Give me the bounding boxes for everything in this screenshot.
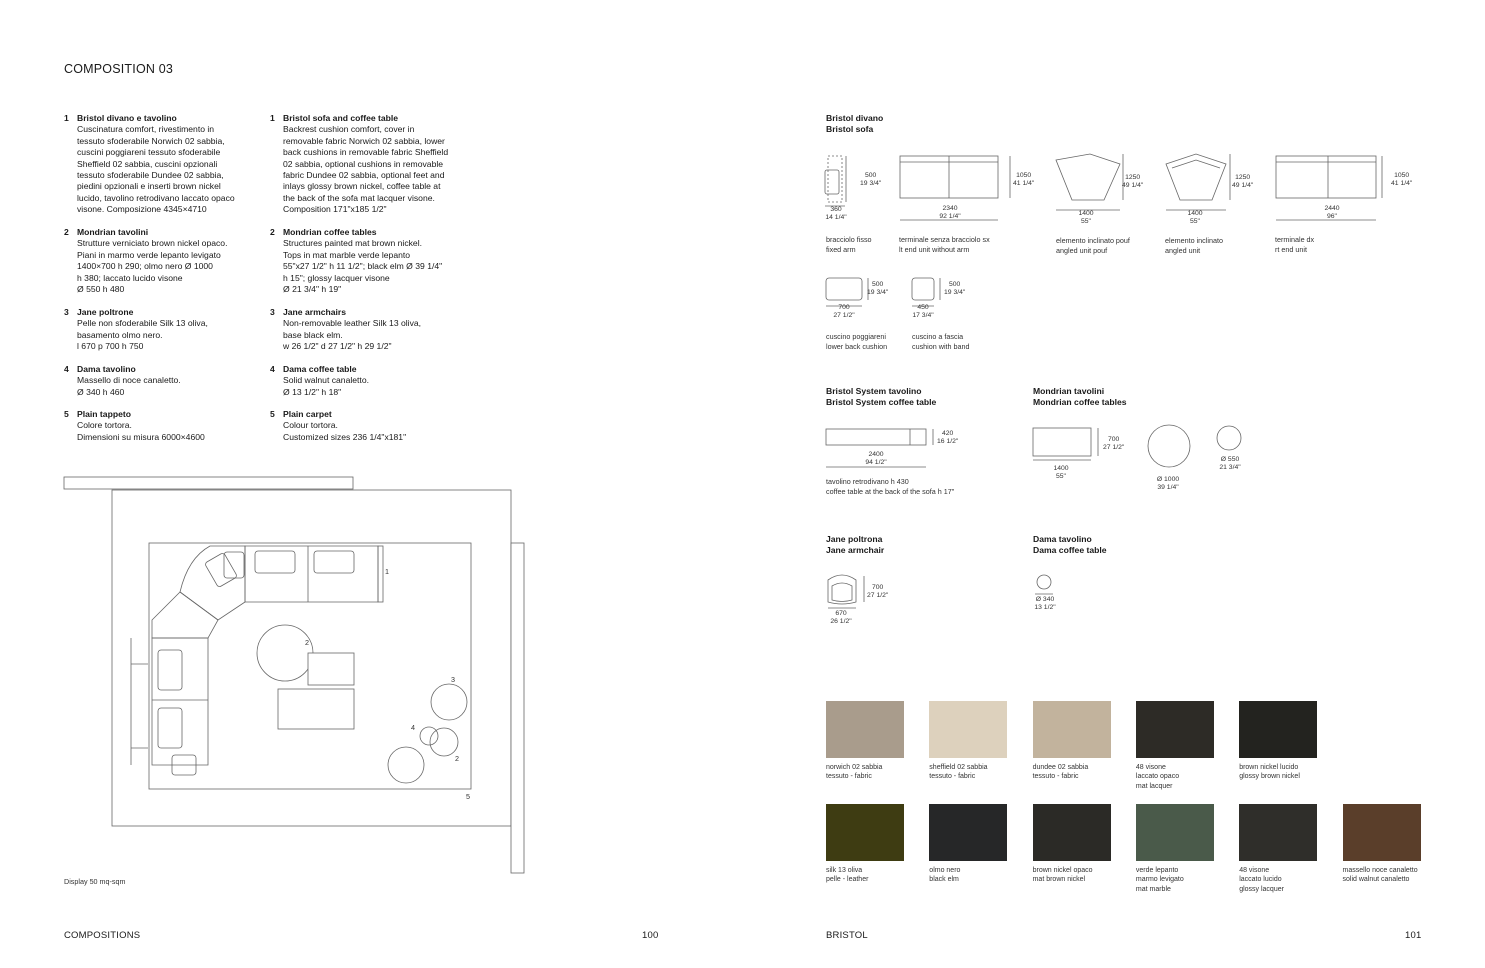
item-heading: Plain tappeto (77, 409, 131, 419)
dim-mondrian-rect-w: 1400 55" (1053, 465, 1069, 480)
item-description: Backrest cushion comfort, cover in removable fabric Norwich 02 sabbia, lower back cushions in removable fabric Sheffield 02 sabbia, optional cushions in removable fabric Dundee 02 sabbia, optional feet and inlays glossy brown nickel, coffee table at the back of the sofa mat lacquer visone. Composition 171"x185 1/2" (283, 124, 449, 215)
item-description: Solid walnut canaletto. Ø 13 1/2" h 18" (283, 375, 369, 397)
item-number: 2 (270, 227, 275, 237)
dim-dama: Ø 340 13 1/2" (1034, 596, 1056, 611)
dim-rtend-h: 1050 41 1/4" (1391, 172, 1413, 187)
item-number: 3 (64, 307, 69, 317)
round-table-large (257, 625, 313, 681)
plan-label-4: 4 (411, 723, 415, 732)
item-heading: Mondrian coffee tables (283, 227, 377, 237)
finish-label: dundee 02 sabbia tessuto - fabric (1032, 764, 1089, 781)
rect-table-top (308, 653, 354, 685)
item-description: Colore tortora. Dimensioni su misura 6000×4600 (77, 420, 205, 442)
sofa-title-en: Bristol sofa (826, 124, 874, 135)
caption-rt-end: terminale dx rt end unit (1275, 235, 1315, 254)
item-number: 5 (64, 409, 69, 419)
dim-mondrian-rect-h: 700 27 1/2" (1103, 436, 1125, 451)
finish-swatch (1136, 804, 1214, 861)
rect-table-bottom (278, 689, 354, 729)
finish-label: olmo nero black elm (929, 867, 961, 884)
dim-ltend-h: 1050 41 1/4" (1013, 172, 1035, 187)
footer-section-right: BRISTOL (826, 930, 868, 941)
caption-fixed-arm: bracciolo fisso fixed arm (826, 235, 872, 254)
dim-cushion1-w: 700 27 1/2" (833, 304, 855, 319)
caption-system-table: tavolino retrodivano h 430 coffee table at the back of the sofa h 17" (826, 477, 955, 496)
item-number: 2 (64, 227, 69, 237)
item-description: Cuscinatura comfort, rivestimento in tessuto sfoderabile Norwich 02 sabbia, cuscini poggiareni tessuto sfoderabile Sheffield 02 sabbia, cuscini opzionali tessuto sfoderabile Dundee 02 sabbia, piedini opzionali e inserti brown nickel lucido, tavolino retrodivano laccato opaco visone. Composizione 4345×4710 (77, 124, 235, 215)
finish-swatch (1343, 804, 1421, 861)
jane-title: Jane poltrona Jane armchair (826, 534, 885, 556)
dim-cushion2-h: 500 19 3/4" (944, 281, 966, 296)
dim-mondrian-small: Ø 550 21 3/4" (1219, 456, 1241, 471)
finish-swatch (1239, 701, 1317, 758)
armchair-top (431, 684, 467, 720)
dim-jane-h: 700 27 1/2" (867, 584, 889, 599)
page-number-right: 101 (1405, 930, 1422, 941)
dim-jane-w: 670 26 1/2" (830, 610, 852, 625)
system-table-title: Bristol System tavolino Bristol System coffee table (826, 386, 937, 408)
item-description: Colour tortora. Customized sizes 236 1/4"x181" (283, 420, 407, 442)
dim-ltend-w: 2340 92 1/4" (939, 205, 961, 220)
item-description: Strutture verniciato brown nickel opaco. Piani in marmo verde lepanto levigato 1400×700 h 290; olmo nero Ø 1000 h 380; laccato lucido visone Ø 550 h 480 (77, 238, 228, 295)
item-heading: Dama tavolino (77, 364, 136, 374)
finish-swatch (929, 701, 1007, 758)
mondrian-title: Mondrian tavolini Mondrian coffee tables (1033, 386, 1127, 408)
floor-plan (60, 470, 530, 880)
finish-swatch (1239, 804, 1317, 861)
display-note: Display 50 mq-sqm (64, 877, 126, 886)
finish-swatch (826, 804, 904, 861)
sofa-straight-left (245, 546, 378, 602)
item-heading: Bristol divano e tavolino (77, 113, 177, 123)
finish-label: brown nickel opaco mat brown nickel (1032, 867, 1093, 884)
plan-label-2: 2 (305, 638, 309, 647)
dim-system-h: 420 16 1/2" (937, 430, 959, 445)
plan-label-2b: 2 (455, 754, 459, 763)
caption-lt-end: terminale senza bracciolo sx lt end unit without arm (899, 235, 990, 254)
back-wall-strip (64, 477, 353, 489)
item-heading: Mondrian tavolini (77, 227, 149, 237)
armchair-bottom (388, 747, 424, 783)
list-item (64, 227, 249, 295)
item-number: 1 (64, 113, 69, 123)
caption-cushion1: cuscino poggiareni lower back cushion (826, 332, 888, 351)
list-item (64, 307, 249, 353)
item-number: 4 (270, 364, 275, 374)
footer-section-left: COMPOSITIONS (64, 930, 141, 941)
item-heading: Plain carpet (283, 409, 332, 419)
item-description: Structures painted mat brown nickel. Tops in mat marble verde lepanto 55"x27 1/2" h 11 1/2"; black elm Ø 39 1/4" h 15"; glossy lacquer visone Ø 21 3/4" h 19" (283, 238, 443, 295)
finish-label: 48 visone laccato lucido glossy lacquer (1239, 867, 1284, 893)
page-number-left: 100 (642, 930, 659, 941)
item-number: 3 (270, 307, 275, 317)
caption-angled-unit: elemento inclinato angled unit (1165, 236, 1223, 255)
dim-angled-h: 1250 49 1/4" (1232, 174, 1254, 189)
finish-label: silk 13 oliva pelle - leather (826, 867, 869, 884)
dim-cushion2-w: 450 17 3/4" (912, 304, 934, 319)
list-item (270, 409, 455, 443)
finish-label: 48 visone laccato opaco mat lacquer (1135, 764, 1180, 790)
finish-label: brown nickel lucido glossy brown nickel (1239, 764, 1300, 781)
dim-arm-h: 500 19 3/4" (860, 172, 882, 187)
dim-arm-w: 360 14 1/4" (825, 206, 847, 221)
list-item (64, 113, 249, 216)
finish-label: norwich 02 sabbia tessuto - fabric (826, 764, 883, 781)
sofa-left (152, 638, 208, 765)
dim-mondrian-big: Ø 1000 39 1/4" (1156, 476, 1180, 491)
item-number: 1 (270, 113, 275, 123)
dim-angled-w: 1400 55" (1187, 210, 1203, 225)
jane-drawing (822, 572, 872, 612)
plan-label-3: 3 (451, 675, 455, 684)
item-heading: Jane poltrone (77, 307, 134, 317)
dim-pouf-w: 1400 55" (1078, 210, 1094, 225)
list-item (270, 227, 455, 295)
item-description: Non-removable leather Silk 13 oliva, base black elm. w 26 1/2" d 27 1/2" h 29 1/2" (283, 318, 422, 352)
dim-cushion1-h: 500 19 3/4" (867, 281, 889, 296)
caption-angled-pouf: elemento inclinato pouf angled unit pouf (1056, 236, 1130, 255)
finish-swatch (1033, 701, 1111, 758)
dama-title: Dama tavolino Dama coffee table (1033, 534, 1107, 556)
list-item (270, 113, 455, 216)
item-number: 5 (270, 409, 275, 419)
dama-table (430, 728, 458, 756)
item-description: Pelle non sfoderabile Silk 13 oliva, basamento olmo nero. l 670 p 700 h 750 (77, 318, 208, 352)
side-wall-strip (511, 543, 524, 873)
finish-swatch (1033, 804, 1111, 861)
dim-rtend-w: 2440 96" (1324, 205, 1340, 220)
sofa-title-it: Bristol divano (826, 113, 884, 123)
finish-swatch (1136, 701, 1214, 758)
plan-label-5: 5 (466, 792, 470, 801)
item-number: 4 (64, 364, 69, 374)
finish-label: sheffield 02 sabbia tessuto - fabric (929, 764, 988, 781)
item-description: Massello di noce canaletto. Ø 340 h 460 (77, 375, 181, 397)
item-heading: Bristol sofa and coffee table (283, 113, 399, 123)
sofa-corner (180, 546, 245, 620)
caption-cushion2: cuscino a fascia cushion with band (912, 332, 970, 351)
list-item (270, 364, 455, 398)
sofa-title (826, 113, 883, 136)
dim-pouf-h: 1250 49 1/4" (1122, 174, 1144, 189)
item-heading: Jane armchairs (283, 307, 347, 317)
list-item (64, 409, 249, 443)
list-item (270, 307, 455, 353)
finish-label: massello noce canaletto solid walnut canaletto (1342, 867, 1418, 884)
finish-swatch (826, 701, 904, 758)
finish-swatch (929, 804, 1007, 861)
item-heading: Dama coffee table (283, 364, 357, 374)
plan-label-1: 1 (385, 567, 389, 576)
list-item (64, 364, 249, 398)
page-title: COMPOSITION 03 (64, 62, 174, 76)
dim-system-w: 2400 94 1/2" (865, 451, 887, 466)
finish-label: verde lepanto marmo levigato mat marble (1135, 867, 1184, 893)
